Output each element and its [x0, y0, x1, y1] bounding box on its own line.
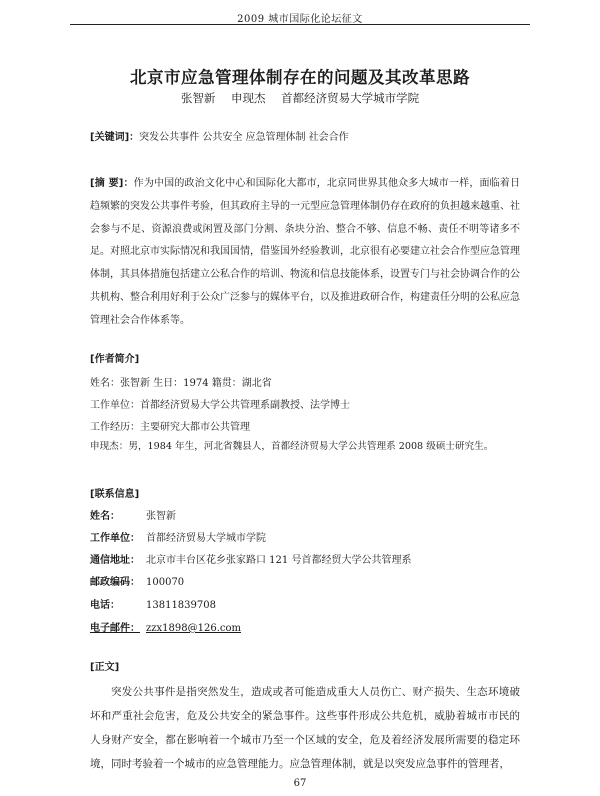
keywords: [90, 128, 520, 143]
contact-value: 首都经济贸易大学城市学院: [146, 533, 266, 544]
contact-row: [90, 619, 520, 634]
contact-row: [90, 551, 520, 566]
abstract: [90, 173, 520, 333]
main-text-body: 突发公共事件是指突然发生，造成或者可能造成重大人员伤亡、财产损失、生态环境破坏和严重社会危害，危及公共安全的紧急事件。这些事件形成公共危机，威胁着城市市民的人身财产安全，都在影响着一个城市乃至一个区域的安全，危及着经济发展所需要的稳定环境，同时考验着一个城市的应急管理能力。应急管理体制，就是以突发应急事件的管理者，: [90, 686, 520, 770]
email-link[interactable]: zzx1898@126.com: [146, 623, 241, 634]
author-intro-line: 工作经历：主要研究大都市公共管理: [90, 422, 250, 433]
author-intro-heading: [作者简介]: [90, 354, 140, 365]
main-text-heading: [正文]: [90, 662, 120, 673]
running-head: 2009 城市国际化论坛征文: [237, 14, 363, 25]
email-label: 电子邮件：: [90, 623, 140, 634]
author-intro-line: 申现杰：男，1984 年生，河北省魏县人，首都经济贸易大学公共管理系 2008 级硕士研究生。: [90, 441, 494, 452]
abstract-text: 作为中国的政治文化中心和国际化大都市，北京同世界其他众多大城市一样，面临着日趋频繁的突发公共事件考验，但其政府主导的一元型应急管理体制仍存在政府的负担越来越重、社会参与不足、资源浪费或闲置及部门分割、条块分治、整合不够、信息不畅、责任不明等诸多不足。对照北京市实际情况和我国国情，借鉴国外经验教训，北京很有必要建立社会合作型应急管理体制，其具体措施包括建立公私合作的培训、物流和信息技能体系，设置专门与社会协调合作的公共机构、整合利用好利于公众广泛参与的媒体平台，以及推进政研合作，构建责任分明的公私应急管理社会合作体系等。: [90, 178, 521, 326]
contact-label: 邮政编码：: [90, 577, 140, 588]
page-number: 67: [293, 778, 307, 789]
author-line: [0, 90, 600, 106]
author-name: 张智新: [180, 91, 216, 105]
contact-row: [90, 596, 520, 611]
author-name: 申现杰: [231, 91, 266, 105]
contact-row: [90, 507, 520, 522]
contact-value: 13811839708: [146, 600, 216, 611]
contact-heading: [联系信息]: [90, 489, 140, 500]
contact-value: 北京市丰台区花乡张家路口 121 号首都经贸大学公共管理系: [146, 555, 412, 566]
author-affiliation: 首都经济贸易大学城市学院: [281, 91, 420, 105]
contact-label: 通信地址：: [90, 555, 140, 566]
contact-label: 工作单位：: [90, 533, 140, 544]
author-intro-line: 工作单位：首都经济贸易大学公共管理系副教授、法学博士: [90, 400, 350, 411]
header-rule: [70, 24, 530, 25]
contact-row: [90, 529, 520, 544]
keywords-text: 突发公共事件 公共安全 应急管理体制 社会合作: [139, 132, 349, 143]
paper-title: 北京市应急管理体制存在的问题及其改革思路: [130, 68, 470, 87]
abstract-label: [摘 要]：: [90, 178, 134, 189]
contact-label: 电话：: [90, 600, 120, 611]
author-intro-line: 姓名：张智新 生日：1974 籍贯：湖北省: [90, 378, 272, 389]
contact-row: [90, 573, 520, 588]
contact-value: 100070: [146, 577, 185, 588]
contact-value: 张智新: [146, 511, 176, 522]
contact-label: 姓名：: [90, 511, 120, 522]
keywords-label: [关键词]：: [90, 132, 140, 143]
